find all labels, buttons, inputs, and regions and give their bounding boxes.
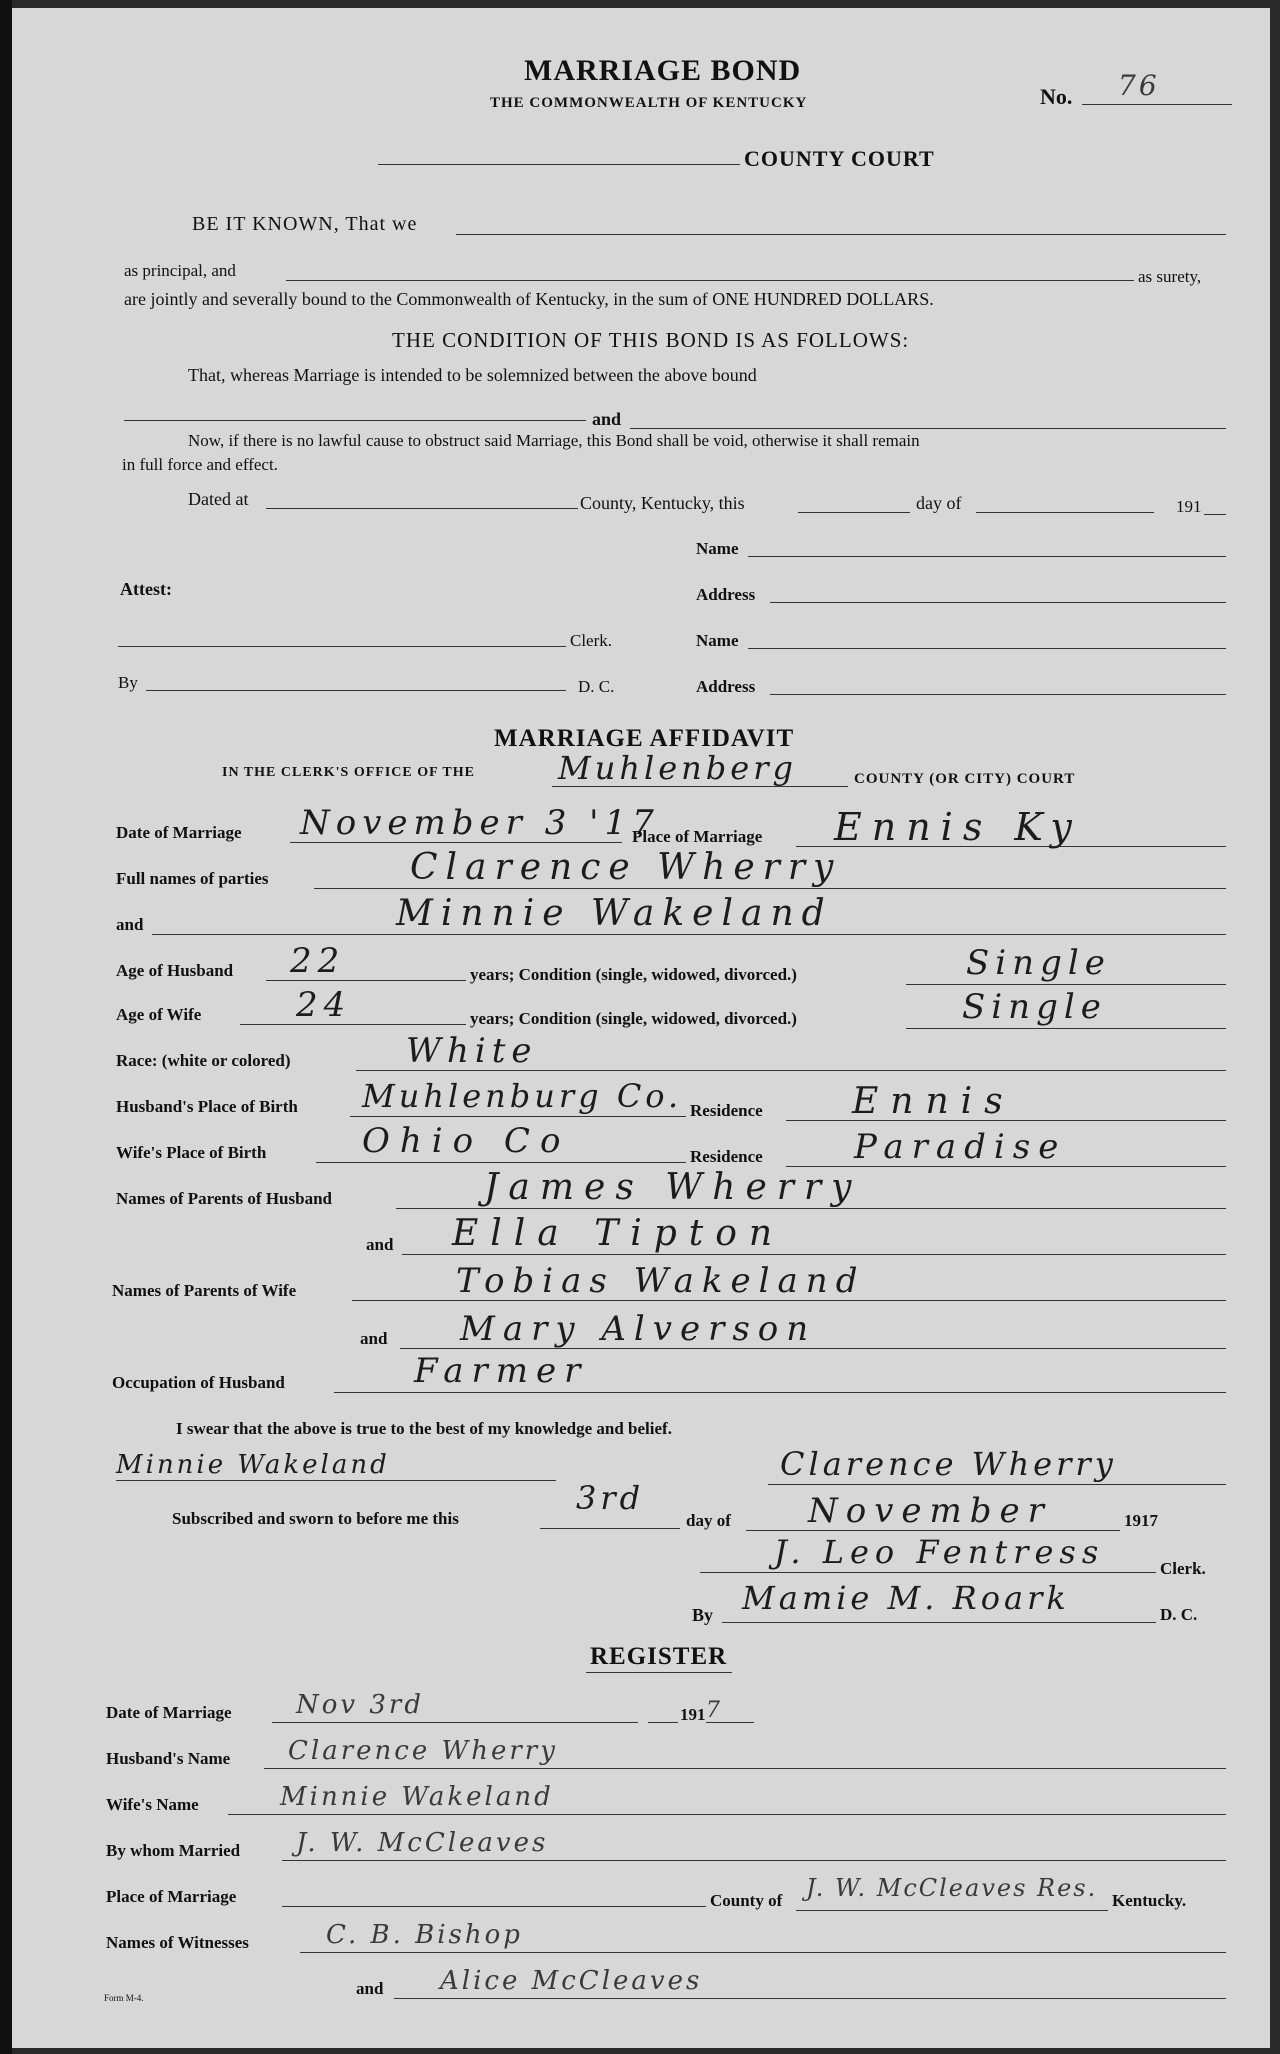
now-if-1: Now, if there is no lawful cause to obstruct said Marriage, this Bond shall be void, otherwise it shall remain xyxy=(188,431,920,450)
affidavit-by-label: By xyxy=(692,1605,714,1625)
affidavit-dc-label: D. C. xyxy=(1160,1605,1198,1624)
register-year-digit: 7 xyxy=(706,1698,720,1723)
register-place-label: Place of Marriage xyxy=(106,1887,237,1906)
full-names-line xyxy=(314,888,1226,889)
sworn-day-value: 3rd xyxy=(576,1479,645,1517)
address-line-1 xyxy=(770,602,1226,603)
register-year-blank xyxy=(648,1722,678,1723)
office-suffix: COUNTY (OR CITY) COURT xyxy=(854,771,1076,787)
dated-at-line xyxy=(266,508,578,509)
subscribed-text: Subscribed and sworn to before me this xyxy=(172,1509,459,1528)
sworn-day-of: day of xyxy=(686,1511,731,1530)
county-court-line xyxy=(378,164,740,165)
sworn-month-value: November xyxy=(808,1491,1052,1531)
register-kentucky: Kentucky. xyxy=(1112,1891,1187,1910)
register-year-line xyxy=(706,1722,754,1723)
year-prefix: 191 xyxy=(1176,497,1202,516)
and-label-wife-parents: and xyxy=(360,1329,388,1348)
wife-signature-line xyxy=(116,1480,556,1481)
and-label-husband-parents: and xyxy=(366,1235,394,1254)
county-ky-this: County, Kentucky, this xyxy=(580,493,745,513)
age-wife-line xyxy=(240,1024,466,1025)
sworn-day-line xyxy=(540,1528,680,1529)
mother-husband-value: Ella Tipton xyxy=(452,1213,785,1254)
clerk-label: Clerk. xyxy=(570,631,613,650)
name-line-1 xyxy=(748,556,1226,557)
father-husband-value: James Wherry xyxy=(484,1167,862,1208)
address-label-2: Address xyxy=(696,677,756,696)
name-label-2: Name xyxy=(696,631,739,650)
husband-full-name: Clarence Wherry xyxy=(410,847,842,888)
parents-husband-label: Names of Parents of Husband xyxy=(116,1189,332,1208)
age-husband-label: Age of Husband xyxy=(116,961,234,980)
principal-line xyxy=(286,280,1134,281)
county-name: Muhlenberg xyxy=(558,749,797,787)
date-of-marriage-value: November 3 '17 xyxy=(300,803,660,843)
register-date-label: Date of Marriage xyxy=(106,1703,232,1722)
register-wife-value: Minnie Wakeland xyxy=(280,1782,554,1812)
condition-husband-value: Single xyxy=(966,943,1111,983)
register-county-value: J. W. McCleaves Res. xyxy=(806,1874,1098,1902)
register-county-of: County of xyxy=(710,1891,783,1910)
date-of-marriage-label: Date of Marriage xyxy=(116,823,242,842)
affidavit-title: MARRIAGE AFFIDAVIT xyxy=(494,725,795,752)
register-title: REGISTER xyxy=(590,1643,728,1670)
be-it-known: BE IT KNOWN, That we xyxy=(192,213,418,235)
name-label-1: Name xyxy=(696,539,739,558)
county-court-label: COUNTY COURT xyxy=(744,146,935,171)
wife-full-name: Minnie Wakeland xyxy=(396,893,833,934)
father-wife-value: Tobias Wakeland xyxy=(456,1261,866,1301)
bond-no-label: No. xyxy=(1040,84,1073,109)
husband-birth-line xyxy=(350,1116,686,1117)
day-of-line xyxy=(976,512,1154,513)
office-prefix: IN THE CLERK'S OFFICE OF THE xyxy=(222,765,475,780)
register-husband-label: Husband's Name xyxy=(106,1749,231,1768)
dc-signature-line xyxy=(722,1622,1156,1623)
husband-signature: Clarence Wherry xyxy=(780,1445,1117,1483)
bond-no-value: 76 xyxy=(1118,69,1160,102)
register-by-whom-line xyxy=(282,1860,1226,1861)
father-husband-line xyxy=(396,1208,1226,1209)
full-names-label: Full names of parties xyxy=(116,869,269,888)
register-wife-label: Wife's Name xyxy=(106,1795,199,1814)
place-of-marriage-label: Place of Marriage xyxy=(632,827,763,846)
dated-at: Dated at xyxy=(188,489,249,509)
register-witness1-line xyxy=(300,1952,1226,1953)
year-line xyxy=(1204,514,1226,515)
dc-signature: Mamie M. Roark xyxy=(742,1579,1070,1617)
register-witness2-value: Alice McCleaves xyxy=(440,1966,703,1996)
residence-label-1: Residence xyxy=(690,1101,763,1120)
and-label-parties: and xyxy=(116,915,144,934)
form-number: Form M-4. xyxy=(104,1993,144,2003)
bond-and: and xyxy=(592,409,622,429)
by-line xyxy=(146,690,566,691)
register-and-label: and xyxy=(356,1979,384,1998)
this-day-line xyxy=(798,512,910,513)
now-if-2: in full force and effect. xyxy=(122,455,278,474)
clerk-line xyxy=(118,646,566,647)
condition-husband-line xyxy=(906,984,1226,985)
age-wife-label: Age of Wife xyxy=(116,1005,202,1024)
address-label-1: Address xyxy=(696,585,756,604)
register-husband-line xyxy=(264,1768,1226,1769)
bond-no-line xyxy=(1082,104,1232,105)
clerk-signature: J. Leo Fentress xyxy=(774,1533,1105,1571)
sworn-year: 1917 xyxy=(1124,1511,1158,1530)
bond-subtitle: THE COMMONWEALTH OF KENTUCKY xyxy=(490,95,808,111)
address-line-2 xyxy=(770,694,1226,695)
county-name-line xyxy=(552,786,848,787)
scan-edge xyxy=(0,0,12,2054)
wife-birth-line xyxy=(316,1162,686,1163)
race-value: White xyxy=(406,1031,538,1071)
husband-residence-value: Ennis xyxy=(852,1081,1015,1122)
affidavit-clerk-label: Clerk. xyxy=(1160,1559,1206,1578)
register-witness2-line xyxy=(394,1998,1226,1999)
attest-label: Attest: xyxy=(120,579,172,599)
wife-birth-label: Wife's Place of Birth xyxy=(116,1143,267,1162)
register-year-label: 191 xyxy=(680,1705,706,1724)
husband-birth-value: Muhlenburg Co. xyxy=(362,1077,683,1115)
dc-label: D. C. xyxy=(578,677,615,696)
party2-line xyxy=(630,428,1226,429)
clerk-signature-line xyxy=(700,1572,1156,1573)
as-surety: as surety, xyxy=(1138,267,1202,286)
condition-wife-value: Single xyxy=(962,987,1107,1027)
mother-husband-line xyxy=(402,1254,1226,1255)
party1-line xyxy=(124,420,586,421)
residence-label-2: Residence xyxy=(690,1147,763,1166)
name-line-2 xyxy=(748,648,1226,649)
wife-signature: Minnie Wakeland xyxy=(116,1450,390,1480)
parents-wife-label: Names of Parents of Wife xyxy=(112,1281,297,1300)
condition-wife-line xyxy=(906,1028,1226,1029)
register-date-line xyxy=(272,1722,638,1723)
husband-signature-line xyxy=(768,1484,1226,1485)
mother-wife-value: Mary Alverson xyxy=(460,1309,817,1349)
years-condition-1: years; Condition (single, widowed, divorced.) xyxy=(470,965,797,984)
jointly-bound: are jointly and severally bound to the Commonwealth of Kentucky, in the sum of ONE HUNDRED DOLLARS. xyxy=(124,289,934,309)
register-by-whom-value: J. W. McCleaves xyxy=(296,1828,549,1858)
race-label: Race: (white or colored) xyxy=(116,1051,291,1070)
register-wife-line xyxy=(228,1814,1226,1815)
place-of-marriage-value: Ennis Ky xyxy=(834,805,1082,849)
swear-text: I swear that the above is true to the best of my knowledge and belief. xyxy=(176,1419,672,1438)
wife-residence-value: Paradise xyxy=(854,1127,1067,1167)
register-place-line xyxy=(282,1906,706,1907)
register-husband-value: Clarence Wherry xyxy=(288,1736,558,1766)
occupation-label: Occupation of Husband xyxy=(112,1373,285,1392)
whereas-text: That, whereas Marriage is intended to be solemnized between the above bound xyxy=(188,365,757,385)
bond-title: MARRIAGE BOND xyxy=(524,54,802,87)
day-of: day of xyxy=(916,493,962,513)
age-husband-value: 22 xyxy=(290,941,346,981)
register-title-underline xyxy=(586,1672,732,1673)
register-witness1-value: C. B. Bishop xyxy=(326,1920,523,1950)
years-condition-2: years; Condition (single, widowed, divorced.) xyxy=(470,1009,797,1028)
register-by-whom-label: By whom Married xyxy=(106,1841,241,1860)
condition-heading: THE CONDITION OF THIS BOND IS AS FOLLOWS: xyxy=(392,328,910,352)
register-witnesses-label: Names of Witnesses xyxy=(106,1933,249,1952)
wife-name-line xyxy=(152,934,1226,935)
register-date-value: Nov 3rd xyxy=(296,1690,424,1720)
husband-birth-label: Husband's Place of Birth xyxy=(116,1097,298,1116)
as-principal: as principal, and xyxy=(124,261,236,280)
age-wife-value: 24 xyxy=(296,985,352,1025)
by-label: By xyxy=(118,673,138,692)
occupation-line xyxy=(334,1392,1226,1393)
be-it-known-line xyxy=(456,234,1226,235)
register-county-line xyxy=(796,1910,1108,1911)
wife-birth-value: Ohio Co xyxy=(362,1121,571,1161)
occupation-value: Farmer xyxy=(414,1351,589,1391)
